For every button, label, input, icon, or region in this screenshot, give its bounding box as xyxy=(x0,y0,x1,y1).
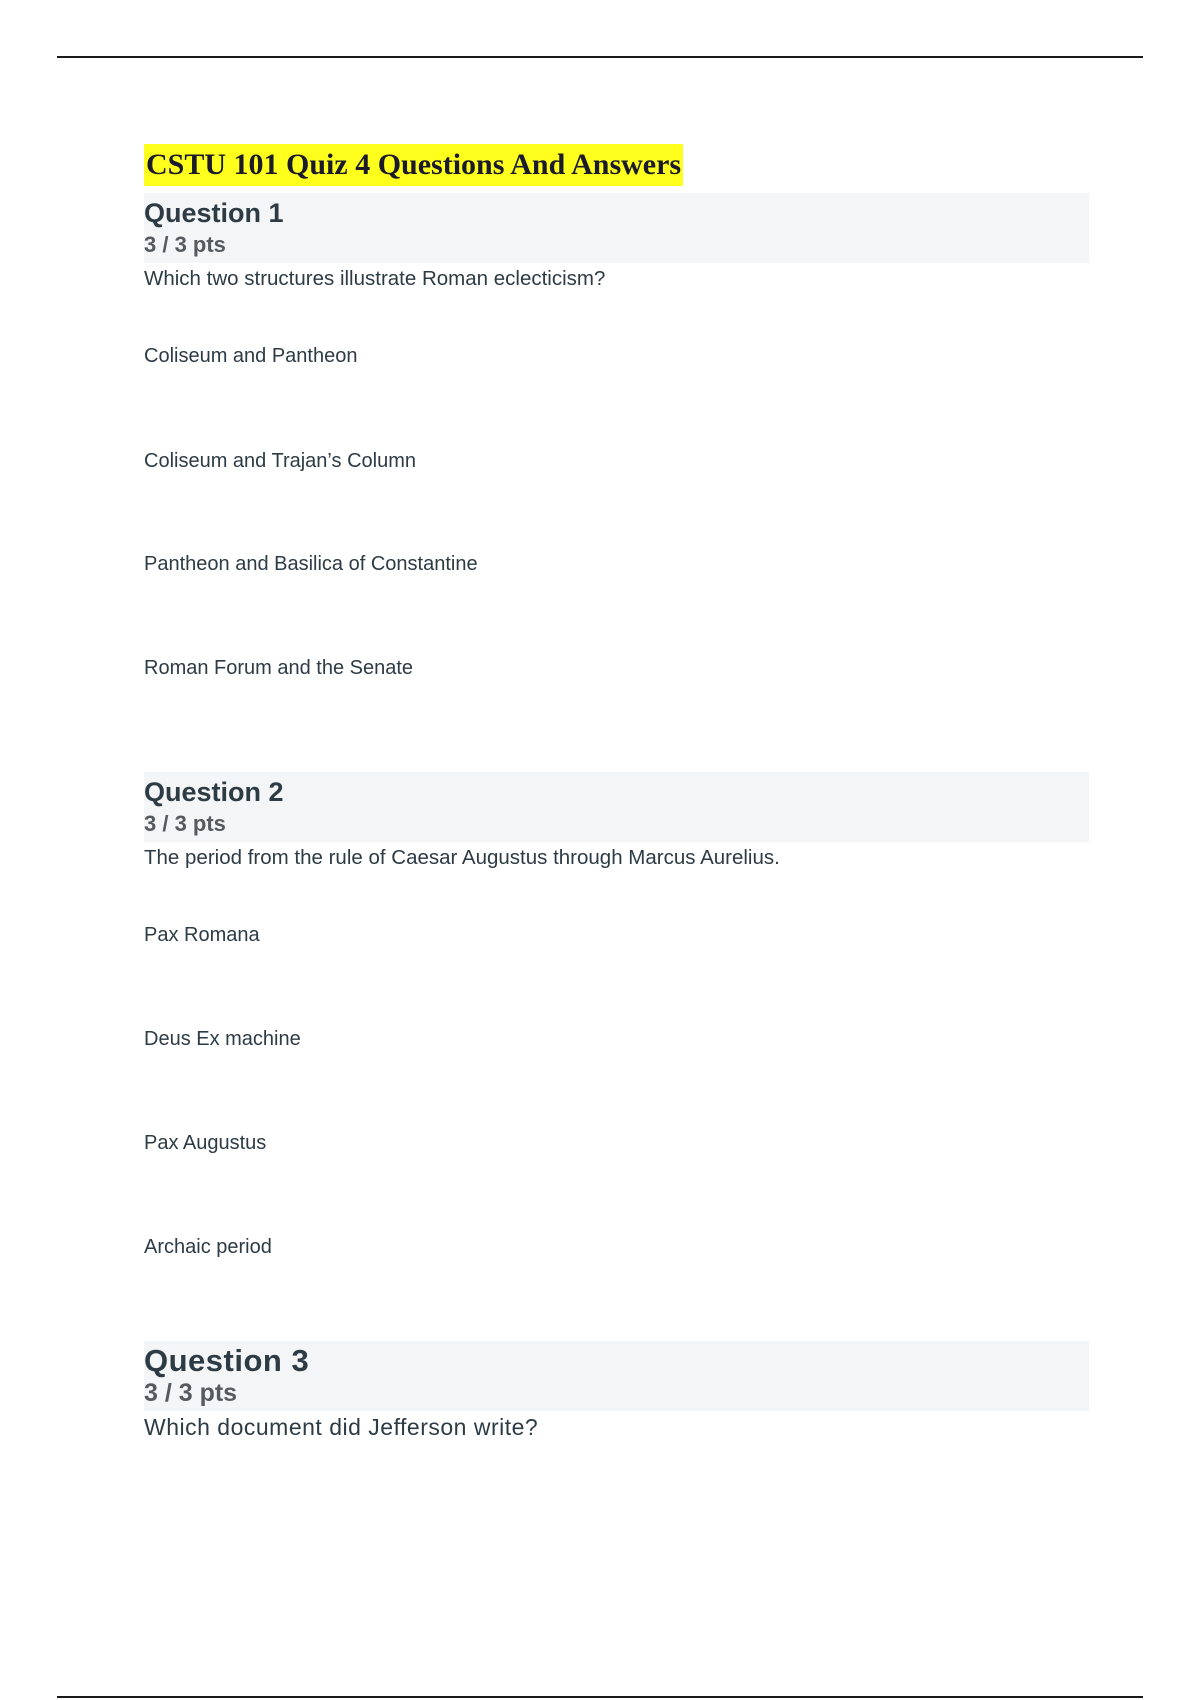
question-text: Which two structures illustrate Roman eclecticism? xyxy=(144,267,606,290)
answer-option[interactable]: Coliseum and Trajan’s Column xyxy=(144,450,416,472)
question-points: 3 / 3 pts xyxy=(144,1379,238,1407)
document-title: CSTU 101 Quiz 4 Questions And Answers xyxy=(144,144,683,186)
answer-option[interactable]: Pax Augustus xyxy=(144,1132,267,1154)
question-points: 3 / 3 pts xyxy=(144,232,226,257)
question-header xyxy=(144,1341,1089,1411)
question-text: Which document did Jefferson write? xyxy=(144,1414,539,1440)
question-text: The period from the rule of Caesar Augustus through Marcus Aurelius. xyxy=(144,846,780,869)
question-header xyxy=(144,772,1089,842)
answer-option[interactable]: Pax Romana xyxy=(144,924,260,946)
question-header xyxy=(144,193,1089,263)
question-2 xyxy=(144,772,1089,1258)
answer-option[interactable]: Pantheon and Basilica of Constantine xyxy=(144,553,478,575)
question-title: Question 2 xyxy=(144,777,284,807)
question-title: Question 3 xyxy=(144,1343,310,1378)
answer-option[interactable]: Archaic period xyxy=(144,1236,272,1258)
question-3 xyxy=(144,1341,1089,1440)
question-points: 3 / 3 pts xyxy=(144,811,226,836)
answer-option[interactable]: Coliseum and Pantheon xyxy=(144,345,358,367)
question-title: Question 1 xyxy=(144,198,284,228)
answer-option[interactable]: Deus Ex machine xyxy=(144,1028,301,1050)
top-divider xyxy=(57,56,1143,58)
bottom-divider xyxy=(57,1696,1143,1698)
question-1 xyxy=(144,193,1089,679)
answer-option[interactable]: Roman Forum and the Senate xyxy=(144,657,414,679)
